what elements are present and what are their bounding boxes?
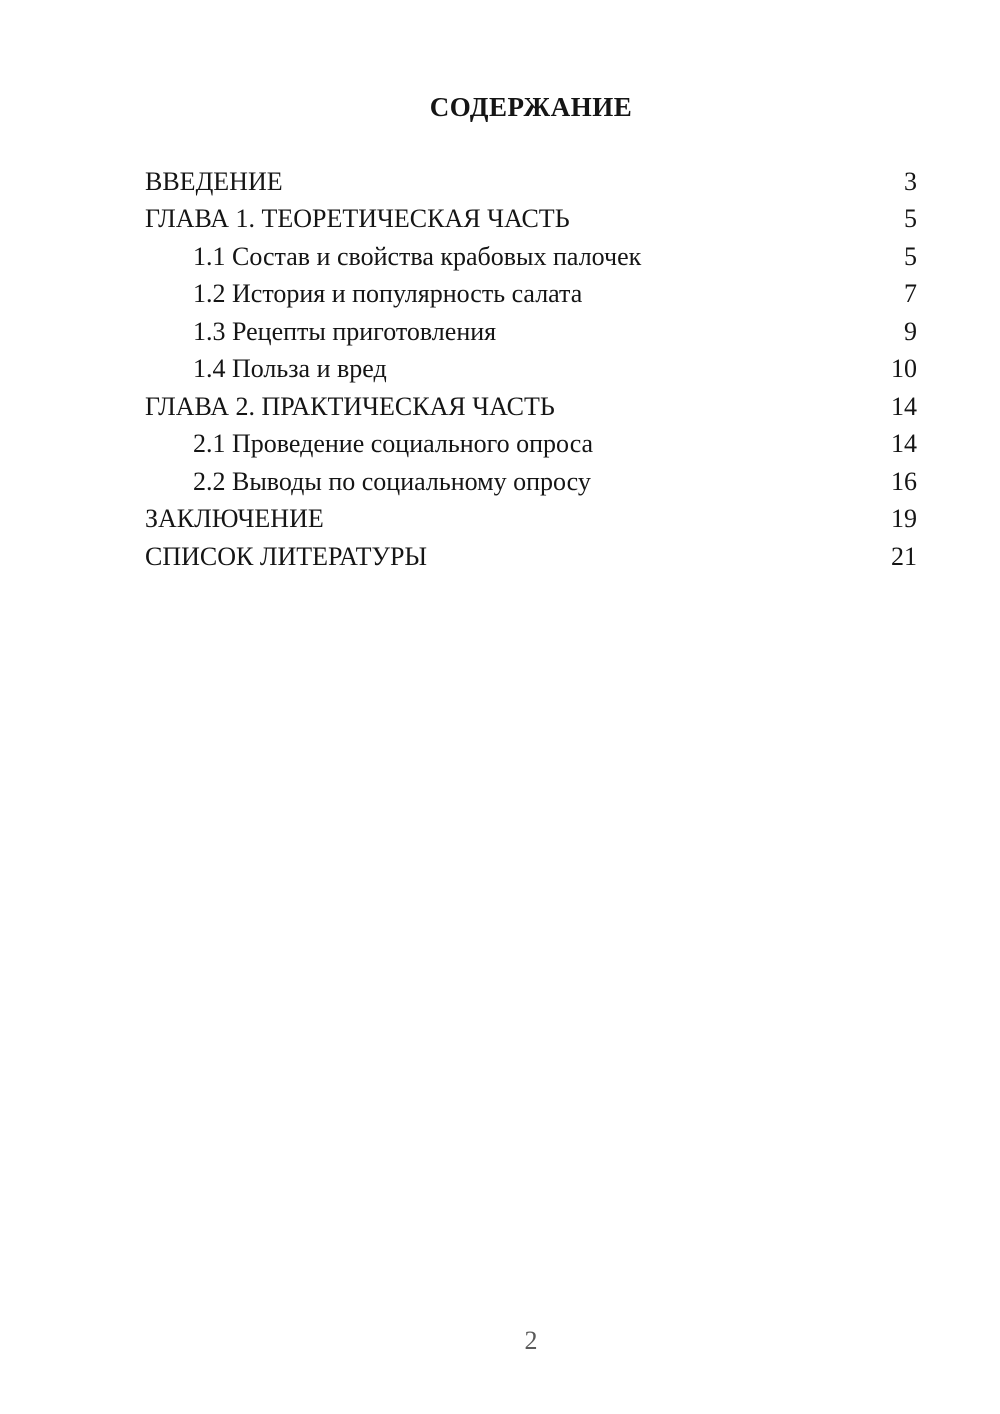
toc-entry — [145, 351, 917, 389]
toc-entry — [145, 426, 917, 464]
toc-entry-page-number: 5 — [904, 204, 917, 234]
toc-entry-label: 1.4 Польза и вред — [193, 354, 387, 384]
toc-entry — [145, 276, 917, 314]
toc-entry-label: 2.1 Проведение социального опроса — [193, 429, 594, 459]
toc-entry-page-number: 19 — [891, 504, 917, 534]
toc-entry-page-number: 3 — [904, 166, 917, 196]
toc-entry — [145, 463, 917, 501]
toc-entry-label: 1.3 Рецепты приготовления — [193, 316, 497, 346]
page-title: СОДЕРЖАНИЕ — [429, 92, 633, 122]
toc-entry — [145, 201, 917, 239]
toc-entry-page-number: 21 — [891, 541, 917, 571]
page-number-footer: 2 — [524, 1326, 538, 1355]
toc-entry-page-number: 9 — [904, 316, 917, 346]
toc-entry — [145, 388, 917, 426]
toc-entry-label: 2.2 Выводы по социальному опросу — [193, 466, 591, 496]
toc-entry-page-number: 7 — [904, 279, 917, 309]
toc-entry-label: ЗАКЛЮЧЕНИЕ — [145, 504, 324, 534]
toc-entry — [145, 163, 917, 201]
toc-entry-label: ГЛАВА 1. ТЕОРЕТИЧЕСКАЯ ЧАСТЬ — [145, 204, 570, 234]
toc-entry-label: 1.1 Состав и свойства крабовых палочек — [193, 241, 642, 271]
toc-entry-page-number: 14 — [891, 391, 917, 421]
toc-entry — [145, 501, 917, 539]
toc-entry-label: ГЛАВА 2. ПРАКТИЧЕСКАЯ ЧАСТЬ — [145, 391, 555, 421]
toc-entry-page-number: 10 — [891, 354, 917, 384]
toc-entry-page-number: 14 — [891, 429, 917, 459]
table-of-contents — [145, 163, 917, 576]
toc-entry-page-number: 16 — [891, 466, 917, 496]
toc-entry-label: СПИСОК ЛИТЕРАТУРЫ — [145, 541, 428, 571]
toc-entry-label: 1.2 История и популярность салата — [193, 279, 583, 309]
toc-entry — [145, 313, 917, 351]
toc-entry — [145, 238, 917, 276]
toc-entry-page-number: 5 — [904, 241, 917, 271]
toc-entry-label: ВВЕДЕНИЕ — [145, 166, 283, 196]
toc-entry — [145, 538, 917, 576]
